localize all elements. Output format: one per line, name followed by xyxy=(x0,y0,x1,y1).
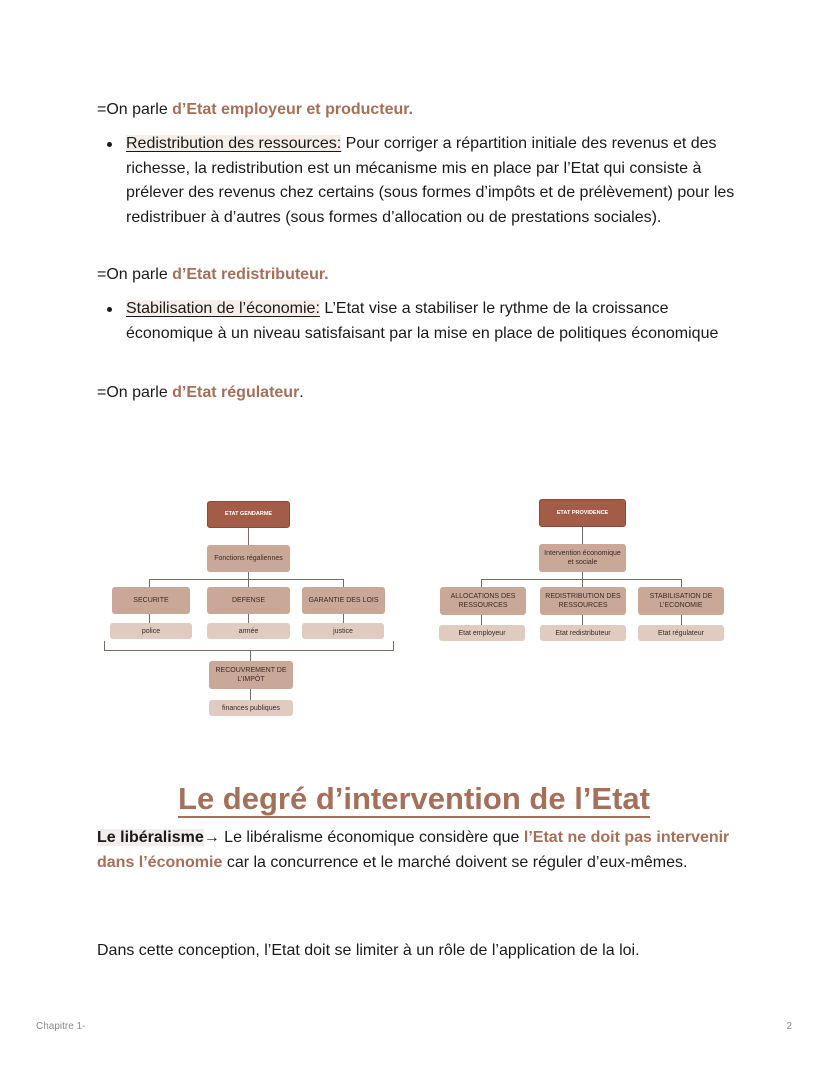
statement-highlight: d’Etat employeur et producteur. xyxy=(172,101,414,118)
diagram-item-box: DEFENSE xyxy=(207,587,290,614)
diagram-item-box: GARANTIE DES LOIS xyxy=(302,587,385,614)
diagram-root-box: ETAT GENDARME xyxy=(207,501,290,528)
connector-line xyxy=(582,579,583,587)
diagram-level1-box: Intervention économique et sociale xyxy=(539,544,626,572)
connector-line xyxy=(343,579,344,587)
connector-line xyxy=(681,579,682,587)
conception-paragraph: Dans cette conception, l’Etat doit se limiter à un rôle de l’application de la loi. xyxy=(97,942,640,959)
bullet-text: L’Etat vise a stabiliser le rythme de la croissance économique à un niveau satisfaisant par la mise en place de politiques économique xyxy=(126,300,719,342)
connector-line xyxy=(149,579,150,587)
diagram-sub-box: finances publiques xyxy=(209,700,293,716)
statement-prefix: =On parle xyxy=(97,266,173,283)
connector-line xyxy=(149,579,344,580)
statement-employeur xyxy=(97,98,413,122)
connector-line xyxy=(149,614,150,623)
bullet-term: Stabilisation de l’économie: xyxy=(126,300,320,317)
liberalisme-text: car la concurrence et le marché doivent se réguler d’eux-mêmes. xyxy=(222,853,688,871)
connector-line xyxy=(481,615,482,625)
connector-line xyxy=(582,527,583,544)
footer-chapter: Chapitre 1- xyxy=(36,1021,86,1032)
section-title xyxy=(0,780,828,818)
diagram-sub-box: armée xyxy=(207,623,290,639)
connector-line xyxy=(104,641,105,650)
connector-line xyxy=(582,615,583,625)
diagram-item-box: REDISTRIBUTION DES RESSOURCES xyxy=(540,587,626,615)
diagram-item-box: SECURITE xyxy=(112,587,190,614)
bullet-term: Redistribution des ressources: xyxy=(126,135,342,152)
bullet-list-redistribution xyxy=(126,132,736,230)
diagram-sub-box: Etat régulateur xyxy=(638,625,724,641)
statement-highlight: d’Etat régulateur xyxy=(172,384,300,401)
diagram-extra-box: RECOUVREMENT DE L’IMPÔT xyxy=(209,661,293,689)
bullet-text: Pour corriger a répartition initiale des revenus et des richesse, la redistribution est un mécanisme mis en place par l’Etat qui consiste à prélever des revenus chez certains (sous formes d’impôts et de prélèvement) pour les redistribuer à d’autres (sous formes d’allocation ou de prestations sociales). xyxy=(126,135,735,226)
connector-line xyxy=(393,641,394,650)
diagram-root-box: ETAT PROVIDENCE xyxy=(539,499,626,527)
statement-prefix: =On parle xyxy=(97,101,173,118)
statement-prefix: =On parle xyxy=(97,384,173,401)
bullet-dot xyxy=(107,307,112,312)
arrow-icon: → xyxy=(203,829,220,846)
statement-suffix: . xyxy=(299,384,304,401)
connector-line xyxy=(481,579,482,587)
statement-highlight: d’Etat redistributeur. xyxy=(172,266,329,283)
connector-line xyxy=(248,579,249,587)
diagram-sub-box: justice xyxy=(302,623,384,639)
liberalisme-highlight: l’Etat ne doit pas intervenir dans l’économie xyxy=(97,829,730,871)
statement-redistributeur xyxy=(97,263,329,287)
section-title-text: Le degré d’intervention de l’Etat xyxy=(178,781,650,816)
connector-line xyxy=(248,528,249,545)
connector-line xyxy=(582,572,583,579)
connector-line xyxy=(343,614,344,623)
list-item xyxy=(126,132,736,230)
connector-line xyxy=(104,650,394,651)
liberalisme-term: Le libéralisme xyxy=(97,829,204,846)
diagram-sub-box: Etat redistributeur xyxy=(540,625,626,641)
bullet-dot xyxy=(107,142,112,147)
connector-line xyxy=(250,689,251,700)
page-number: 2 xyxy=(786,1021,792,1032)
liberalisme-text: Le libéralisme économique considère que xyxy=(219,829,524,846)
diagram-level1-box: Fonctions régaliennes xyxy=(207,545,290,572)
statement-regulateur xyxy=(97,381,304,405)
diagram-sub-box: Etat employeur xyxy=(439,625,525,641)
bullet-list-stabilisation xyxy=(126,297,736,346)
connector-line xyxy=(248,614,249,623)
list-item xyxy=(126,297,736,346)
diagram-sub-box: police xyxy=(110,623,192,639)
connector-line xyxy=(248,572,249,579)
diagram-item-box: STABILISATION DE L’ECONOMIE xyxy=(638,587,724,615)
connector-line xyxy=(681,615,682,625)
liberalisme-paragraph xyxy=(97,826,737,875)
diagram-item-box: ALLOCATIONS DES RESSOURCES xyxy=(440,587,526,615)
connector-line xyxy=(250,650,251,661)
